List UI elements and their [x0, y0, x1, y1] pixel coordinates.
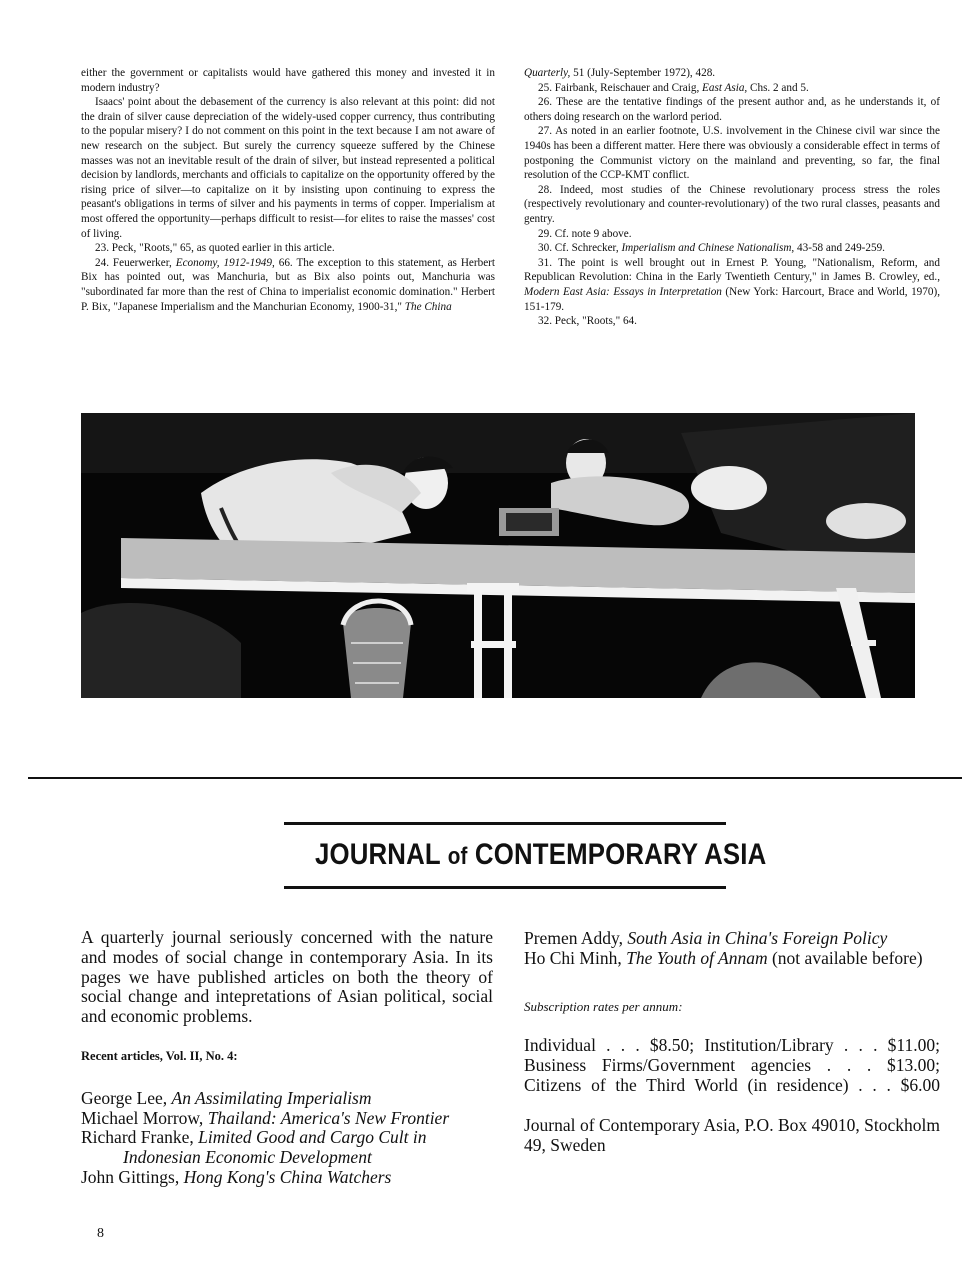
footnote-25: 25. Fairbank, Reischauer and Craig, East Asia, Chs. 2 and 5. — [538, 81, 809, 94]
photo-illustration — [81, 413, 915, 698]
footnote-28: 28. Indeed, most studies of the Chinese revolutionary process stress the roles (respectively revolutionary and counter-revolutionary) of the two rural classes, peasants and gentry. — [524, 183, 940, 225]
subscription-rate: Individual . . . $8.50; Institution/Library . . . $11.00; — [524, 1035, 940, 1056]
footnote-23: 23. Peck, "Roots," 65, as quoted earlier in this article. — [95, 242, 335, 255]
page-number: 8 — [97, 1226, 104, 1241]
recent-articles-heading: Recent articles, Vol. II, No. 4: — [81, 1048, 238, 1063]
article-entry: Michael Morrow, Thailand: America's New Frontier — [81, 1107, 450, 1128]
title-rule-top — [284, 822, 726, 825]
section-divider — [28, 777, 962, 779]
footnote-31: 31. The point is well brought out in Ernest P. Young, "Nationalism, Reform, and Republican Revolution: China in the Early Twentieth Century," in James B. Crowley, ed., Modern East Asia: Essays in Interpretation (New York: Harcourt, Brace and World, 1970), 151-179. — [524, 256, 940, 313]
footnote-continuation: Quarterly, 51 (July-September 1972), 428. — [524, 67, 716, 79]
footnote-32: 32. Peck, "Roots," 64. — [538, 315, 637, 328]
footnote-24: 24. Feuerwerker, Economy, 1912-1949, 66. The exception to this statement, as Herbert Bix has pointed out, was Manchuria, but as Bix also points out, Manchuria was "subordinated far more than the rest of China to imperialist economic domination." Herbert P. Bix, "Japanese Imperialism and the Manchurian Economy, 1900-31," The China — [81, 256, 495, 313]
article-entry: George Lee, An Assimilating Imperialism — [81, 1087, 372, 1108]
advertisement-left-column — [81, 928, 493, 1188]
journal-description: A quarterly journal seriously concerned with the nature and modes of social change in contemporary Asia. In its pages we have published articles on both the theory of social change and intepretations of Asian political, social and economic problems. — [81, 927, 493, 1027]
footnote-paragraph: Isaacs' point about the debasement of the currency is also relevant at this point: did not the drain of silver cause depreciation of the widely-used copper currency, thus contributing to the popular misery? I do not comment on this point in the text because I am not aware of new research on the subject. But surely the currency squeeze suffered by the Chinese masses was not an inevitable result of the drain of silver, but instead represented a political decision by landlords, merchants and officials to capitalize on the opportunity offered by the rising price of silver—to capitalize on it by insisting upon continuing to express the peasant's obligations in terms of silver and his payments in terms of copper. Imperialism at most offered the opportunity—perhaps difficult to resist—for elites to raise the masses' cost of living. — [81, 96, 495, 240]
photograph-workers-at-table — [81, 413, 915, 698]
advertisement-right-column — [524, 929, 940, 1155]
title-rule-bottom — [284, 886, 726, 889]
journal-title: JOURNAL of CONTEMPORARY ASIA — [314, 838, 767, 871]
footnotes-left-column — [81, 66, 495, 314]
footnote-27: 27. As noted in an earlier footnote, U.S. involvement in the Chinese civil war since the 1940s has been a different matter. Here there was obviously a considerable effect in terms of postponing the Communist victory on the mainland and preventing, so far, the final resolution of the CCP-KMT conflict. — [524, 125, 940, 182]
subscription-heading: Subscription rates per annum: — [524, 998, 683, 1014]
subscription-rate: Business Firms/Government agencies . . . $13.00; — [524, 1055, 940, 1076]
article-entry: Premen Addy, South Asia in China's Foreign Policy — [524, 928, 888, 948]
footnote-29: 29. Cf. note 9 above. — [538, 227, 632, 240]
footnote-26: 26. These are the tentative findings of the present author and, as he understands it, of others doing research on the warlord period. — [524, 96, 940, 123]
article-entry: John Gittings, Hong Kong's China Watchers — [81, 1166, 392, 1187]
article-entry: Richard Franke, Limited Good and Cargo Cult in Indonesian Economic Development — [81, 1127, 427, 1168]
article-entry: Ho Chi Minh, The Youth of Annam (not available before) — [524, 947, 923, 968]
footnote-continuation: either the government or capitalists would have gathered this money and invested it in modern industry? — [81, 67, 495, 94]
journal-address: Journal of Contemporary Asia, P.O. Box 49010, Stockholm 49, Sweden — [524, 1114, 940, 1155]
subscription-rate: Citizens of the Third World (in residence) . . . $6.00 — [524, 1074, 940, 1095]
footnote-30: 30. Cf. Schrecker, Imperialism and Chinese Nationalism, 43-58 and 249-259. — [538, 242, 885, 255]
footnotes-right-column — [524, 66, 940, 329]
